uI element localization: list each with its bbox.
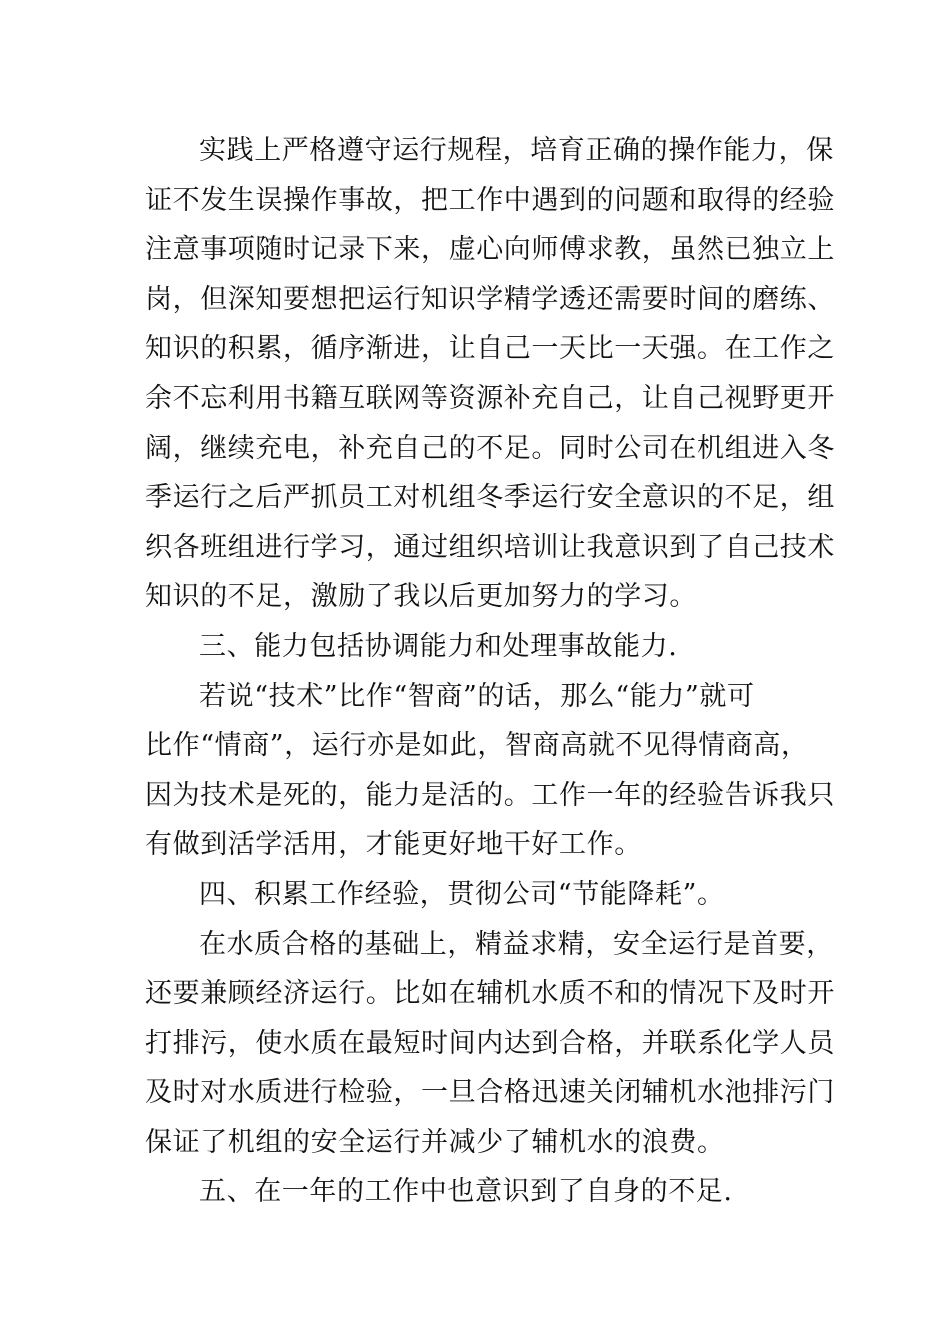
text-line: 比作“情商”，运行亦是如此，智商高就不见得情商高， [145,730,809,762]
text-line: 阔，继续充电，补充自己的不足。同时公司在机组进入冬 [145,432,835,464]
text-line: 及时对水质进行检验，一旦合格迅速关闭辅机水池排污门 [145,1077,835,1109]
text-line: 若说“技术”比作“智商”的话，那么“能力”就可 [199,680,755,712]
section-heading: 四、积累工作经验，贯彻公司“节能降耗”。 [199,878,725,910]
text-line: 注意事项随时记录下来，虚心向师傅求教，虽然已独立上 [145,234,835,266]
text-line: 打排污，使水质在最短时间内达到合格，并联系化学人员 [145,1027,835,1059]
text-line: 知识的不足，激励了我以后更加努力的学习。 [145,581,697,613]
section-heading: 三、能力包括协调能力和处理事故能力. [199,630,678,662]
section-heading: 五、在一年的工作中也意识到了自身的不足. [199,1176,733,1208]
text-line: 季运行之后严抓员工对机组冬季运行安全意识的不足，组 [145,482,835,514]
text-line: 余不忘利用书籍互联网等资源补充自己，让自己视野更开 [145,382,835,414]
text-line: 实践上严格遵守运行规程，培育正确的操作能力，保 [199,135,834,166]
text-line: 知识的积累，循序渐进，让自己一天比一天强。在工作之 [145,333,835,365]
body-text [145,126,835,1217]
text-line: 还要兼顾经济运行。比如在辅机水质不和的情况下及时开 [145,978,835,1010]
text-line: 织各班组进行学习，通过组织培训让我意识到了自己技术 [145,531,835,563]
text-line: 有做到活学活用，才能更好地干好工作。 [145,829,642,861]
text-line: 证不发生误操作事故，把工作中遇到的问题和取得的经验 [145,184,835,216]
text-line: 保证了机组的安全运行并减少了辅机水的浪费。 [145,1126,725,1158]
text-line: 在水质合格的基础上，精益求精，安全运行是首要， [199,928,834,960]
text-line: 岗，但深知要想把运行知识学精学透还需要时间的磨练、 [145,283,835,315]
text-line: 因为技术是死的，能力是活的。工作一年的经验告诉我只 [145,779,835,811]
